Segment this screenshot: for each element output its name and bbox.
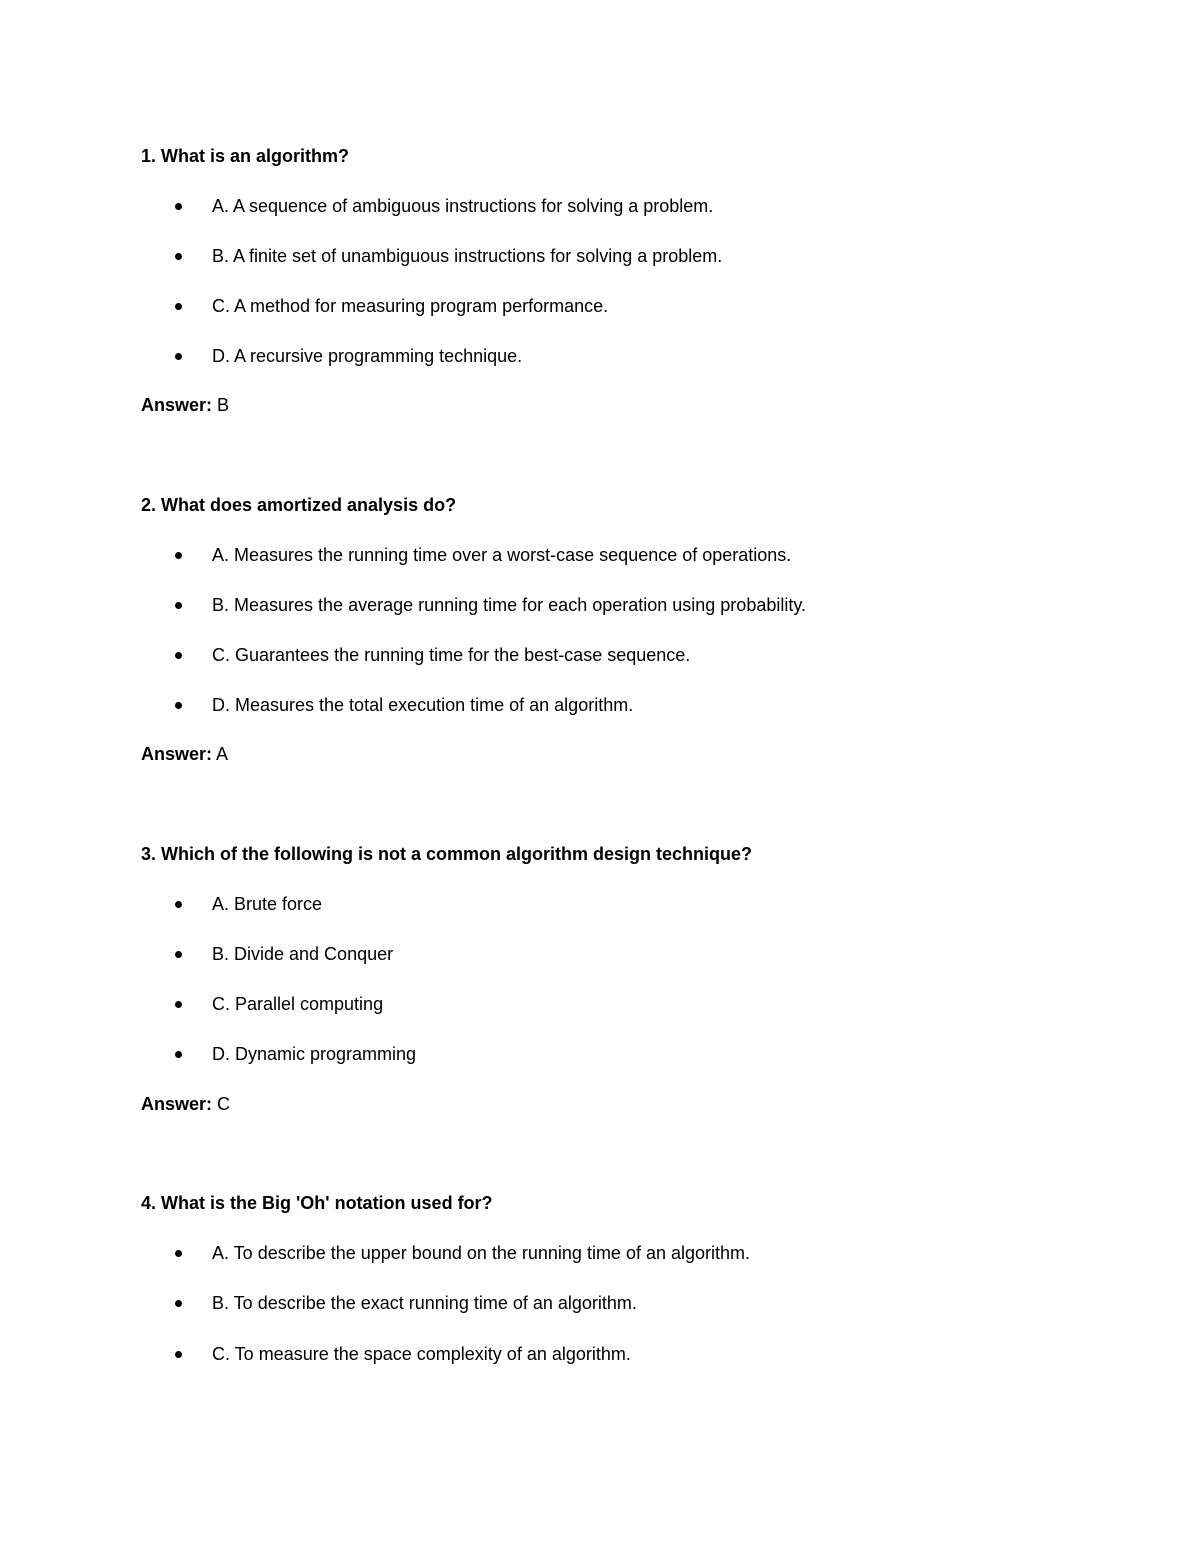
question-3-text: 3. Which of the following is not a common algorithm design technique? — [141, 844, 753, 864]
bullet-icon — [175, 1300, 182, 1307]
bullet-icon — [175, 353, 182, 360]
question-4-option-b: B. To describe the exact running time of an algorithm. — [212, 1293, 637, 1313]
answer-label: Answer: — [141, 395, 213, 415]
bullet-icon — [175, 951, 182, 958]
bullet-icon — [175, 303, 182, 310]
answer-value: A — [212, 744, 229, 764]
question-3-option-a: A. Brute force — [212, 894, 323, 914]
bullet-icon — [175, 652, 182, 659]
question-1-option-d: D. A recursive programming technique. — [212, 346, 523, 366]
answer-value: C — [212, 1094, 231, 1114]
bullet-icon — [175, 1351, 182, 1358]
question-1-option-c: C. A method for measuring program performance. — [212, 296, 609, 316]
question-2-option-d: D. Measures the total execution time of an algorithm. — [212, 695, 634, 715]
question-3-option-c: C. Parallel computing — [212, 994, 384, 1014]
answer-label: Answer: — [141, 1094, 213, 1114]
question-4-text: 4. What is the Big 'Oh' notation used for? — [141, 1193, 493, 1213]
question-4-option-c: C. To measure the space complexity of an algorithm. — [212, 1344, 631, 1364]
question-2-option-a: A. Measures the running time over a worst-case sequence of operations. — [212, 545, 792, 565]
question-1-option-a: A. A sequence of ambiguous instructions for solving a problem. — [212, 196, 714, 216]
question-3-option-d: D. Dynamic programming — [212, 1044, 417, 1064]
question-1-answer — [141, 395, 229, 415]
bullet-icon — [175, 702, 182, 709]
question-2-text: 2. What does amortized analysis do? — [141, 495, 457, 515]
answer-value: B — [212, 395, 230, 415]
bullet-icon — [175, 552, 182, 559]
bullet-icon — [175, 1001, 182, 1008]
question-4-option-a: A. To describe the upper bound on the running time of an algorithm. — [212, 1243, 751, 1263]
question-3-option-b: B. Divide and Conquer — [212, 944, 394, 964]
answer-label: Answer: — [141, 744, 213, 764]
bullet-icon — [175, 901, 182, 908]
bullet-icon — [175, 602, 182, 609]
question-1-text: 1. What is an algorithm? — [141, 146, 350, 166]
bullet-icon — [175, 203, 182, 210]
question-2-option-b: B. Measures the average running time for each operation using probability. — [212, 595, 807, 615]
bullet-icon — [175, 1051, 182, 1058]
question-2-answer — [141, 744, 228, 764]
question-1-option-b: B. A finite set of unambiguous instructions for solving a problem. — [212, 246, 723, 266]
bullet-icon — [175, 1250, 182, 1257]
bullet-icon — [175, 253, 182, 260]
question-3-answer — [141, 1094, 230, 1114]
question-2-option-c: C. Guarantees the running time for the best-case sequence. — [212, 645, 691, 665]
